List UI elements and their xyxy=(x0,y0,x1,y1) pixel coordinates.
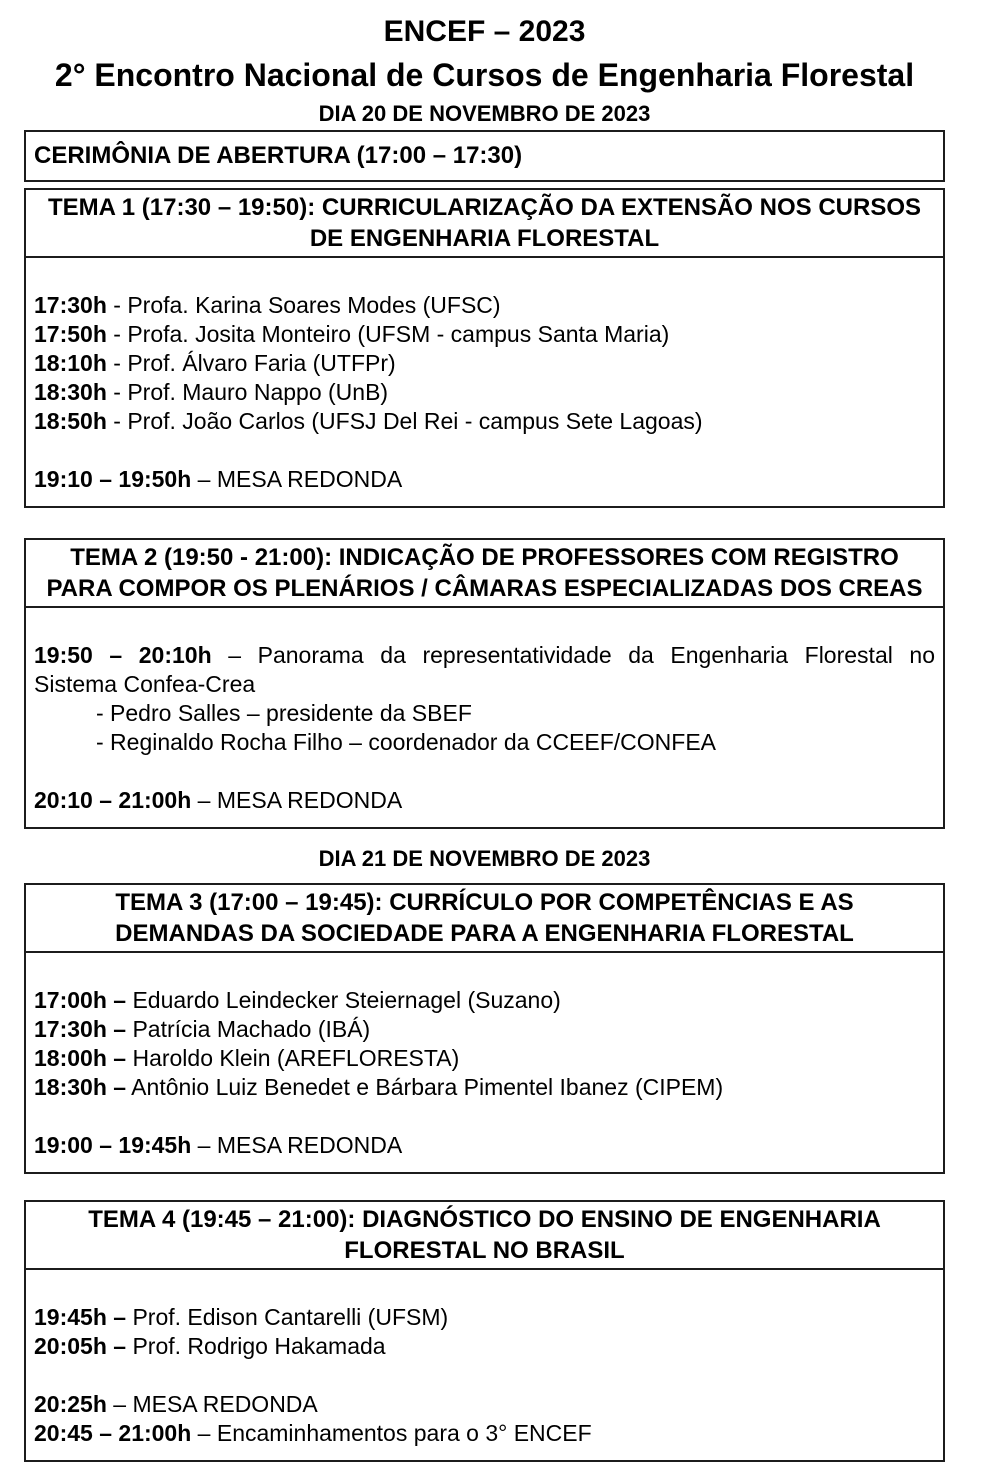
page-subtitle: 2° Encontro Nacional de Cursos de Engenharia Florestal xyxy=(54,57,915,93)
schedule-item xyxy=(34,1044,935,1073)
time-label: 17:30h – xyxy=(34,1016,127,1042)
closing-item xyxy=(34,1419,935,1448)
item-text: – MESA REDONDA xyxy=(191,1132,403,1158)
day2-heading: DIA 21 DE NOVEMBRO DE 2023 xyxy=(318,846,651,871)
spacer xyxy=(34,957,935,986)
tema1-header-box xyxy=(24,188,945,258)
tema1-title-line2: DE ENGENHARIA FLORESTAL xyxy=(309,225,660,252)
item-text: - Profa. Josita Monteiro (UFSM - campus Santa Maria) xyxy=(106,321,670,347)
item-text: – MESA REDONDA xyxy=(106,1391,318,1417)
tema2-title-line1: TEMA 2 (19:50 - 21:00): INDICAÇÃO DE PROFESSORES COM REGISTRO xyxy=(70,544,899,571)
time-label: 20:25h xyxy=(34,1391,107,1417)
spacer xyxy=(34,262,935,291)
tema3-content-box xyxy=(24,953,945,1174)
item-text: - Prof. João Carlos (UFSJ Del Rei - campus Sete Lagoas) xyxy=(106,408,703,434)
schedule-item xyxy=(34,320,935,349)
tema2-title-line2: PARA COMPOR OS PLENÁRIOS / CÂMARAS ESPECIALIZADAS DOS CREAS xyxy=(46,575,923,602)
time-label: 17:30h xyxy=(34,292,107,318)
tema1-title-line1: TEMA 1 (17:30 – 19:50): CURRICULARIZAÇÃO DA EXTENSÃO NOS CURSOS xyxy=(47,194,921,221)
spacer xyxy=(34,436,935,465)
schedule-item xyxy=(34,407,935,436)
time-label: 20:45 – 21:00h xyxy=(34,1420,192,1446)
item-text: Prof. Rodrigo Hakamada xyxy=(126,1333,386,1359)
item-text: – MESA REDONDA xyxy=(191,787,403,813)
opening-ceremony-title: CERIMÔNIA DE ABERTURA (17:00 – 17:30) xyxy=(34,142,523,169)
program-document xyxy=(24,12,945,1462)
time-label: 17:00h – xyxy=(34,987,127,1013)
time-label: 18:30h – xyxy=(34,1074,127,1100)
time-label: 20:05h – xyxy=(34,1333,127,1359)
schedule-item xyxy=(34,378,935,407)
item-text: – Panorama da representatividade da Engenharia Florestal no xyxy=(211,642,935,668)
schedule-item xyxy=(34,641,935,670)
item-text: - Prof. Álvaro Faria (UTFPr) xyxy=(106,350,396,376)
time-label: 17:50h xyxy=(34,321,107,347)
day1-heading: DIA 20 DE NOVEMBRO DE 2023 xyxy=(318,101,651,126)
time-label: 19:45h – xyxy=(34,1304,127,1330)
tema2-content-box xyxy=(24,608,945,829)
time-label: 20:10 – 21:00h xyxy=(34,787,192,813)
tema4-header-box xyxy=(24,1200,945,1270)
opening-ceremony-box xyxy=(24,130,945,182)
page-title: ENCEF – 2023 xyxy=(383,15,586,48)
item-text: Antônio Luiz Benedet e Bárbara Pimentel Ibanez (CIPEM) xyxy=(126,1074,724,1100)
speaker-bullet: - Reginaldo Rocha Filho – coordenador da CCEEF/CONFEA xyxy=(96,729,717,755)
item-text: Prof. Edison Cantarelli (UFSM) xyxy=(126,1304,449,1330)
schedule-item xyxy=(34,349,935,378)
item-text: - Profa. Karina Soares Modes (UFSC) xyxy=(106,292,501,318)
spacer xyxy=(34,1361,935,1390)
tema4-title-line1: TEMA 4 (19:45 – 21:00): DIAGNÓSTICO DO ENSINO DE ENGENHARIA xyxy=(88,1206,881,1233)
spacer xyxy=(34,757,935,786)
mesa-redonda-item xyxy=(34,1390,935,1419)
schedule-item xyxy=(34,986,935,1015)
item-text: – MESA REDONDA xyxy=(191,466,403,492)
item-text: – Encaminhamentos para o 3° ENCEF xyxy=(191,1420,592,1446)
time-label: 18:10h xyxy=(34,350,107,376)
time-label: 19:00 – 19:45h xyxy=(34,1132,192,1158)
mesa-redonda-item xyxy=(34,786,935,815)
tema4-content-box xyxy=(24,1270,945,1462)
schedule-item xyxy=(34,1303,935,1332)
schedule-item xyxy=(34,1073,935,1102)
schedule-item xyxy=(34,1332,935,1361)
schedule-item xyxy=(34,1015,935,1044)
spacer xyxy=(34,1102,935,1131)
schedule-item-continuation: Sistema Confea-Crea xyxy=(34,671,256,697)
time-label: 18:00h – xyxy=(34,1045,127,1071)
item-text: Eduardo Leindecker Steiernagel (Suzano) xyxy=(126,987,561,1013)
tema3-title-line2: DEMANDAS DA SOCIEDADE PARA A ENGENHARIA FLORESTAL xyxy=(115,920,854,947)
time-label: 18:50h xyxy=(34,408,107,434)
mesa-redonda-item xyxy=(34,465,935,494)
tema3-header-box xyxy=(24,883,945,953)
time-label: 18:30h xyxy=(34,379,107,405)
item-text: Haroldo Klein (AREFLORESTA) xyxy=(126,1045,460,1071)
tema2-header-box xyxy=(24,538,945,608)
time-label: 19:50 – 20:10h xyxy=(34,642,212,668)
tema1-content-box xyxy=(24,258,945,508)
tema3-title-line1: TEMA 3 (17:00 – 19:45): CURRÍCULO POR COMPETÊNCIAS E AS xyxy=(115,889,854,916)
spacer xyxy=(34,612,935,641)
mesa-redonda-item xyxy=(34,1131,935,1160)
tema4-title-line2: FLORESTAL NO BRASIL xyxy=(344,1237,625,1264)
item-text: - Prof. Mauro Nappo (UnB) xyxy=(106,379,389,405)
spacer xyxy=(34,1274,935,1303)
schedule-item xyxy=(34,291,935,320)
time-label: 19:10 – 19:50h xyxy=(34,466,192,492)
speaker-bullet: - Pedro Salles – presidente da SBEF xyxy=(96,700,472,726)
item-text: Patrícia Machado (IBÁ) xyxy=(126,1016,371,1042)
